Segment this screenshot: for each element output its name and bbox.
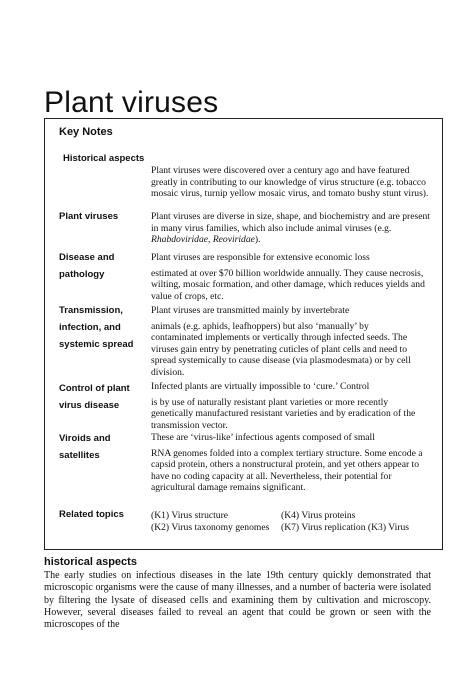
key-notes-title: Key Notes [59, 126, 113, 138]
body-text-1: Plant viruses are transmitted mainly by invertebrate [151, 305, 350, 316]
body-text-1: Infected plants are virtually impossible to ‘cure.’ Control [151, 381, 370, 392]
label-disease-and-pathology: Disease and pathology [59, 252, 115, 280]
related-topic: (K7) Virus replication (K3) Virus [281, 521, 409, 533]
label-plant-viruses: Plant viruses [59, 211, 119, 222]
body-text-post: ). [254, 234, 261, 246]
body-text-1: These are ‘virus-like’ infectious agents composed of small [151, 432, 375, 443]
body-text-italic: Rhabdoviridae, Reoviridae [151, 234, 255, 246]
body-text: Plant viruses were discovered over a century ago and have featured greatly in contributing to our knowledge of virus structure (e.g. tobacco mosaic virus, turnip yellow mosaic virus, and tomato bushy stunt virus). [151, 165, 429, 200]
body-disease-and-pathology [151, 252, 431, 302]
body-control [151, 381, 431, 431]
body-text-2: is by use of naturally resistant plant varieties or more recently genetically manufactured resistant varieties and by eradication of the transmission vector. [151, 396, 416, 431]
page-title: Plant viruses [44, 86, 219, 119]
body-transmission [151, 305, 431, 379]
body-text-2: estimated at over $70 billion worldwide annually. They cause necrosis, wilting, mosaic formation, and other damage, which reduces yields and value of crops, etc. [151, 267, 425, 302]
section-paragraph: The early studies on infectious diseases in the late 19th century quickly demonstrated that microscopic organisms were the cause of many illnesses, and a number of bacteria were isolated by filtering the lysate of diseased cells and examining them by cultivation and microscopy. However, several diseases failed to reveal an agent that could be grown or seen with the microscopes of the [44, 570, 431, 631]
body-text-2: RNA genomes folded into a complex tertiary structure. Some encode a capsid protein, others a nonstructural protein, and yet others appear to have no coding capacity at all. Nevertheless, their potential for agricultural damage remains significant. [151, 447, 423, 494]
body-plant-viruses [151, 211, 431, 246]
body-viroids [151, 432, 431, 494]
related-topic: (K2) Virus taxonomy genomes [151, 521, 270, 533]
related-topic: (K1) Virus structure [151, 510, 229, 521]
label-related-topics: Related topics [59, 509, 124, 520]
body-text-3: contaminated implements or vertically through infected seeds. The viruses gain entry by penetrating cuticles of plant cells and need to spread systemically to cause disease (via plasmodesmata) or by cell division. [151, 332, 411, 378]
section-heading: historical aspects [44, 556, 137, 568]
key-notes-box [44, 118, 443, 550]
body-text-pre: Plant viruses are diverse in size, shape, and biochemistry and are present in many virus families, which also include animal viruses (e.g. [151, 211, 430, 234]
body-historical-aspects [151, 165, 431, 200]
label-historical-aspects: Historical aspects [63, 153, 145, 164]
label-transmission: Transmission, infection, and systemic spread [59, 305, 134, 350]
related-topics-col1 [151, 510, 281, 533]
label-control: Control of plant virus disease [59, 383, 130, 411]
related-topic: (K4) Virus proteins [281, 510, 356, 521]
body-text-2: animals (e.g. aphids, leafhoppers) but also ‘manually’ by [151, 320, 369, 332]
body-text-1: Plant viruses are responsible for extensive economic loss [151, 252, 370, 263]
body-text [151, 211, 431, 246]
related-topics-col2 [281, 510, 431, 533]
label-viroids: Viroids and satellites [59, 433, 111, 461]
